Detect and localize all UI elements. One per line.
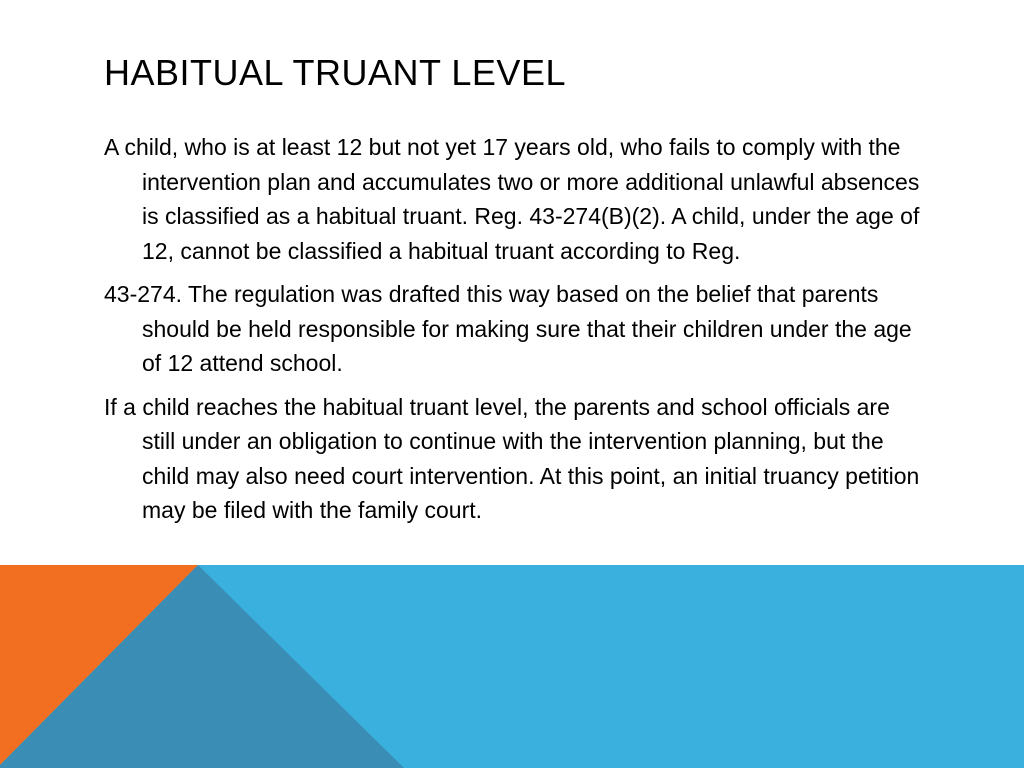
paragraph-3: If a child reaches the habitual truant level, the parents and school officials are still under an obligation to continue with the intervention planning, but the child may also need court intervention. At this point, an initial truancy petition may be filed with the family court. <box>104 393 920 523</box>
paragraph-1: A child, who is at least 12 but not yet 17 years old, who fails to comply with the intervention plan and accumulates two or more additional unlawful absences is classified as a habitual truant. Reg. 43-274(B)(2). A child, under the age of 12, cannot be classified a habitual truant according to Reg. <box>104 134 920 264</box>
slide-body <box>104 130 924 537</box>
slide-title: HABITUAL TRUANT LEVEL <box>104 52 566 93</box>
paragraph-2: 43-274. The regulation was drafted this way based on the belief that parents should be held responsible for making sure that their children under the age of 12 attend school. <box>104 281 912 376</box>
